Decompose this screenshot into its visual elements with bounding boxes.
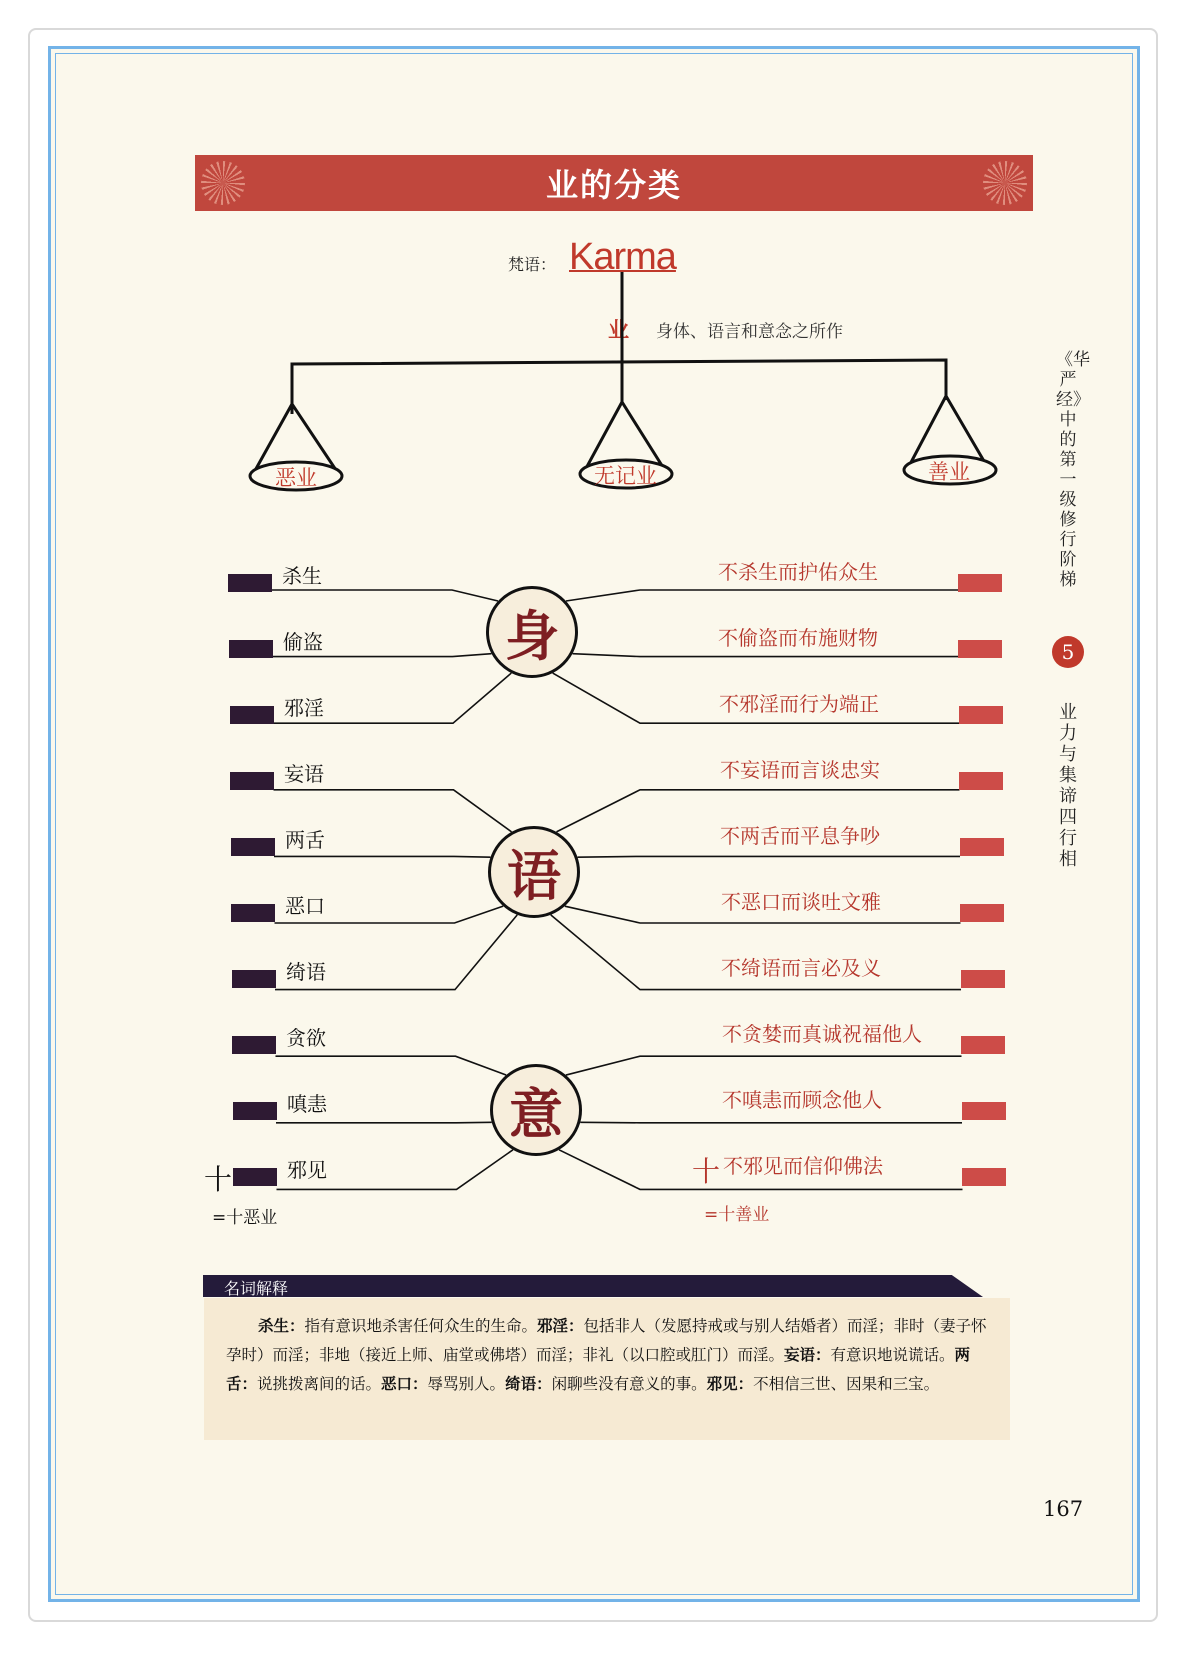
good-deed-label: 不两舌而平息争吵 (720, 824, 880, 848)
chapter-number-badge: 5 (1052, 636, 1084, 668)
good-deed-label: 不偷盗而布施财物 (718, 626, 878, 650)
good-bar (958, 640, 1002, 658)
circle-body: 身 (486, 586, 578, 678)
glossary-term: 杀生： (258, 1317, 305, 1335)
good-deed-label: 不恶口而谈吐文雅 (721, 890, 881, 914)
pan-label-evil: 恶业 (275, 466, 317, 490)
good-connector-line (566, 590, 958, 601)
plus-sign-left: 十 (204, 1163, 233, 1196)
good-total-label: =十善业 (704, 1205, 770, 1225)
plus-sign-right: 十 (692, 1155, 721, 1188)
glossary-text: 闲聊些没有意义的事。 (551, 1375, 707, 1393)
glossary-header (203, 1275, 983, 1297)
evil-deed-label: 绮语 (286, 960, 326, 984)
glossary-term: 妄语： (784, 1346, 831, 1364)
good-bar (962, 1168, 1006, 1186)
glossary-text: 包括非人（发愿持戒或与别人结婚者）而淫；非时（妻子怀孕时）而淫；非地（接近上师、庙堂或佛塔）而淫；非礼（以口腔或肛门）而淫。 (226, 1317, 987, 1364)
evil-connector-line (274, 856, 490, 857)
good-deed-label: 不杀生而护佑众生 (718, 560, 878, 584)
evil-bar (233, 1168, 277, 1186)
glossary-term: 邪淫： (537, 1317, 584, 1335)
good-connector-line (578, 856, 960, 857)
good-deed-label: 不妄语而言谈忠实 (720, 758, 880, 782)
evil-deed-label: 恶口 (285, 894, 325, 918)
good-bar (958, 574, 1002, 592)
evil-bar (228, 574, 272, 592)
evil-deed-label: 偷盗 (283, 630, 323, 654)
evil-deed-label: 贪欲 (286, 1026, 326, 1050)
good-bar (960, 838, 1004, 856)
page-title: 业的分类 (545, 166, 682, 204)
evil-bar (230, 706, 274, 724)
glossary-term: 恶口： (381, 1375, 428, 1393)
glossary-text: 指有意识地杀害任何众生的生命。 (304, 1317, 538, 1335)
karma-word: Karma (569, 236, 676, 278)
good-bar (961, 1036, 1005, 1054)
evil-deed-label: 两舌 (285, 828, 325, 852)
ye-character: 业 (608, 318, 629, 342)
circle-speech: 语 (488, 826, 580, 918)
good-bar (960, 904, 1004, 922)
evil-bar (232, 1036, 276, 1054)
evil-bar (230, 772, 274, 790)
glossary-title: 名词解释 (224, 1279, 289, 1298)
evil-bar (231, 838, 275, 856)
ye-definition: 身体、语言和意念之所作 (656, 322, 843, 342)
evil-bar (229, 640, 273, 658)
good-deed-label: 不邪淫而行为端正 (719, 692, 879, 716)
evil-bar (231, 904, 275, 922)
evil-deed-label: 妄语 (284, 762, 324, 786)
evil-connector-line (272, 590, 498, 601)
evil-connector-line (276, 1056, 507, 1075)
glossary-term: 两舌： (226, 1346, 971, 1393)
evil-bar (233, 1102, 277, 1120)
evil-deed-label: 邪淫 (284, 696, 324, 720)
page-number: 167 (1043, 1497, 1084, 1521)
evil-bar (232, 970, 276, 988)
good-bar (961, 970, 1005, 988)
good-connector-line (566, 1056, 962, 1075)
glossary-text: 有意识地说谎话。 (830, 1346, 955, 1364)
sanskrit-label: 梵语： (508, 255, 557, 274)
evil-deed-label: 杀生 (282, 564, 322, 588)
pan-label-good: 善业 (928, 460, 970, 484)
glossary-text: 说挑拨离间的话。 (257, 1375, 382, 1393)
good-bar (962, 1102, 1006, 1120)
side-chapter-title: 《华严经》中的第一级修行阶梯 (1056, 350, 1090, 590)
evil-deed-label: 嗔恚 (287, 1092, 327, 1116)
good-deed-label: 不绮语而言必及义 (721, 956, 881, 980)
good-deed-label: 不嗔恚而顾念他人 (722, 1088, 882, 1112)
circle-mind: 意 (490, 1064, 582, 1156)
good-bar (959, 772, 1003, 790)
good-bar (959, 706, 1003, 724)
side-section-title: 业力与集谛四行相 (1059, 702, 1077, 870)
good-deed-label: 不贪婪而真诚祝福他人 (722, 1022, 922, 1046)
evil-deed-label: 邪见 (287, 1158, 327, 1182)
good-connector-line (573, 654, 959, 657)
glossary-box (204, 1298, 1010, 1440)
glossary-term: 邪见： (706, 1375, 754, 1393)
balance-scale (250, 272, 996, 490)
evil-total-label: =十恶业 (212, 1208, 278, 1228)
glossary-text: 不相信三世、因果和三宝。 (753, 1375, 940, 1393)
pan-label-neutral: 无记业 (594, 464, 657, 488)
glossary-term: 绮语： (505, 1375, 552, 1393)
glossary-text: 辱骂别人。 (427, 1375, 506, 1393)
good-deed-label: 不邪见而信仰佛法 (723, 1154, 883, 1178)
